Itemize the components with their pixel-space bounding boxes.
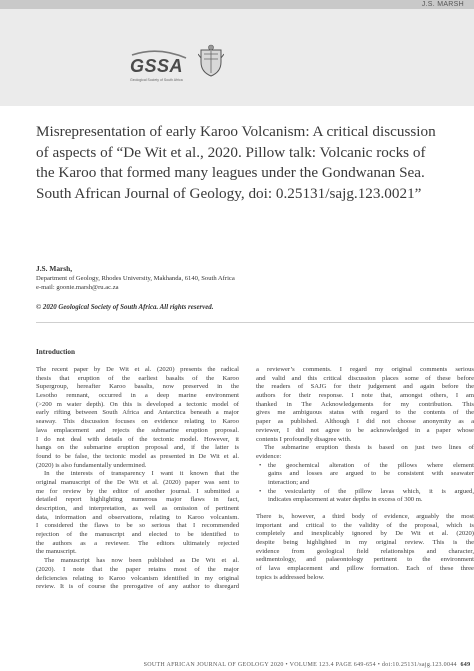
footer-journal-info: SOUTH AFRICAN JOURNAL OF GEOLOGY 2020 • VOLUME 123.4 PAGE 649-654 • doi:10.25131/sajg.123.0044 <box>143 662 457 668</box>
gssa-logo-text: GSSA <box>130 56 184 76</box>
gssa-logo-subtitle: Geological Society of South Africa <box>130 78 183 82</box>
author-email[interactable]: e-mail: goonie.marsh@ru.ac.za <box>36 284 119 291</box>
article-title: Misrepresentation of early Karoo Volcanism: A critical discussion of aspects of “De Wit et al., 2020. Pillow talk: Volcanic rocks of the Karoo that formed many leagues under the Gondwanan Sea. South African Journal of Geology, doi: 0.25131/sajg.123.0021” <box>36 123 436 202</box>
text-line: a reviewer’s comments. I regard my original comments serious <box>256 366 474 373</box>
divider <box>36 322 474 323</box>
text-line: The recent paper by De Wit et al. (2020) presents the radical <box>36 366 239 373</box>
text-line: the readers of SAJG for their judgement and again before the <box>256 383 474 391</box>
text-line: reviewer, I did not agree to be acknowledged in a paper whose <box>256 426 474 434</box>
paragraph <box>36 470 239 557</box>
text-line: In the interests of transparency I want it known that the <box>44 470 239 478</box>
bullet-item <box>256 488 474 505</box>
text-line: sedimentology, and palaeontology pertinent to the environment <box>256 556 474 564</box>
author-name: J.S. Marsh, <box>36 264 73 273</box>
text-line: and valid and this critical discussion places some of these before <box>256 374 474 382</box>
text-line: review. It is of course the prerogative of any author to disregard <box>36 583 239 591</box>
text-line: • the geochemical alteration of the pillows where element <box>268 461 474 469</box>
text-line: thesis that eruption of the earliest basalts of the Karoo <box>36 374 239 382</box>
text-line: indicates emplacement at water depths in excess of 300 m. <box>268 496 423 504</box>
bullet-item <box>256 462 474 488</box>
text-line: (2020). I note that the paper retains most of the major <box>36 565 239 573</box>
text-line: • the vesicularity of the pillow lavas which, it is argued, <box>268 487 474 495</box>
text-line: I do not deal with details of the tectonic model. However, it <box>36 435 239 443</box>
text-line: Lesotho remnant, occurred in a deep marine environment <box>36 392 239 400</box>
text-line: (2020) is also fundamentally undermined. <box>36 461 147 469</box>
text-line: important and critical to the validity of the proposal, which is <box>256 521 474 529</box>
page-number: 649 <box>460 662 471 668</box>
text-line: There is, however, a third body of evidence, arguably the most <box>256 513 474 520</box>
paragraph <box>256 444 474 461</box>
copyright-notice: © 2020 Geological Society of South Africa. All rights reserved. <box>36 304 214 311</box>
text-line: hangs on the submarine eruption proposal and, if the latter is <box>36 444 239 452</box>
text-line: lava emplacement and rejects the submarine eruption proposal. <box>36 426 239 434</box>
gssa-logo <box>128 50 190 84</box>
right-column <box>256 366 474 583</box>
text-line: paper as published. Although I did not choose anonymity as a <box>256 418 474 426</box>
text-line: me for review by the editor of another journal. I submitted a <box>36 487 239 495</box>
logo-banner <box>0 9 474 106</box>
text-line: seaway. This discussion focuses on evidence relating to Karoo <box>36 418 239 426</box>
text-line: found to be false, the tectonic model as presented in De Wit et al. <box>36 452 239 460</box>
text-line: original manuscript of the De Wit et al. (2020) paper was sent to <box>36 478 239 486</box>
text-line: evidence from geological field relationships and character, <box>256 547 474 555</box>
text-line: The submarine eruption thesis is based on just two lines of <box>264 444 474 452</box>
text-line: rejection of the manuscript and elected to be identified to <box>36 531 239 539</box>
text-line: of lava emplacement and pillow formation. Each of these three <box>256 565 474 573</box>
paragraph <box>256 513 474 583</box>
text-line: evidence: <box>256 452 282 460</box>
section-heading: Introduction <box>36 348 76 356</box>
text-line: the manuscript. <box>36 548 77 556</box>
text-line: the authors as a reviewer. The editors ultimately rejected <box>36 539 239 547</box>
text-line: topics is addressed below. <box>256 573 325 581</box>
left-column <box>36 366 239 592</box>
coat-of-arms-icon <box>198 44 224 78</box>
author-affiliation: Department of Geology, Rhodes University, Makhanda, 6140, South Africa <box>36 275 235 282</box>
text-line: contents I profoundly disagree with. <box>256 435 352 443</box>
paragraph <box>256 366 474 444</box>
text-line: thanked in The Acknowledgements for my contribution. This <box>256 400 474 408</box>
text-line: early rifting between South Africa and Antarctica beneath a major <box>36 409 239 417</box>
text-line: detailed report highlighting numerous major flaws in fact, <box>36 496 239 504</box>
text-line: completely and inexplicably ignored by De Wit et al. (2020) <box>256 530 474 538</box>
text-line: The manuscript has now been published as De Wit et al. <box>44 557 239 565</box>
running-head: J.S. MARSH <box>421 1 464 8</box>
text-line: deficiencies relating to Karoo volcanism identified in my original <box>36 574 239 582</box>
paragraph <box>36 557 239 592</box>
text-line: Supergroup, hereafter Karoo basalts, now preserved in the <box>36 383 239 391</box>
text-line: description, and interpretation, as well as omission of pertinent <box>36 505 239 512</box>
text-line: interaction; and <box>268 478 310 486</box>
text-line: gives me ambiguous status with regard to the contents of the <box>256 409 474 417</box>
text-line: (>200 m water depth). On this is developed a tectonic model of <box>36 400 239 408</box>
text-line: data, information and observations, relating to Karoo volcanism. <box>36 513 239 521</box>
paragraph <box>36 366 239 470</box>
text-line: gains and losses are argued to be consistent with seawater <box>268 470 474 478</box>
text-line: I considered the flaws to be so serious that I recommended <box>36 522 239 530</box>
text-line: despite being highlighted in my original review. This is the <box>256 539 474 547</box>
page-footer <box>0 660 474 671</box>
top-band <box>0 0 474 9</box>
text-line: authors for their response. I note that, amongst others, I am <box>256 392 474 400</box>
